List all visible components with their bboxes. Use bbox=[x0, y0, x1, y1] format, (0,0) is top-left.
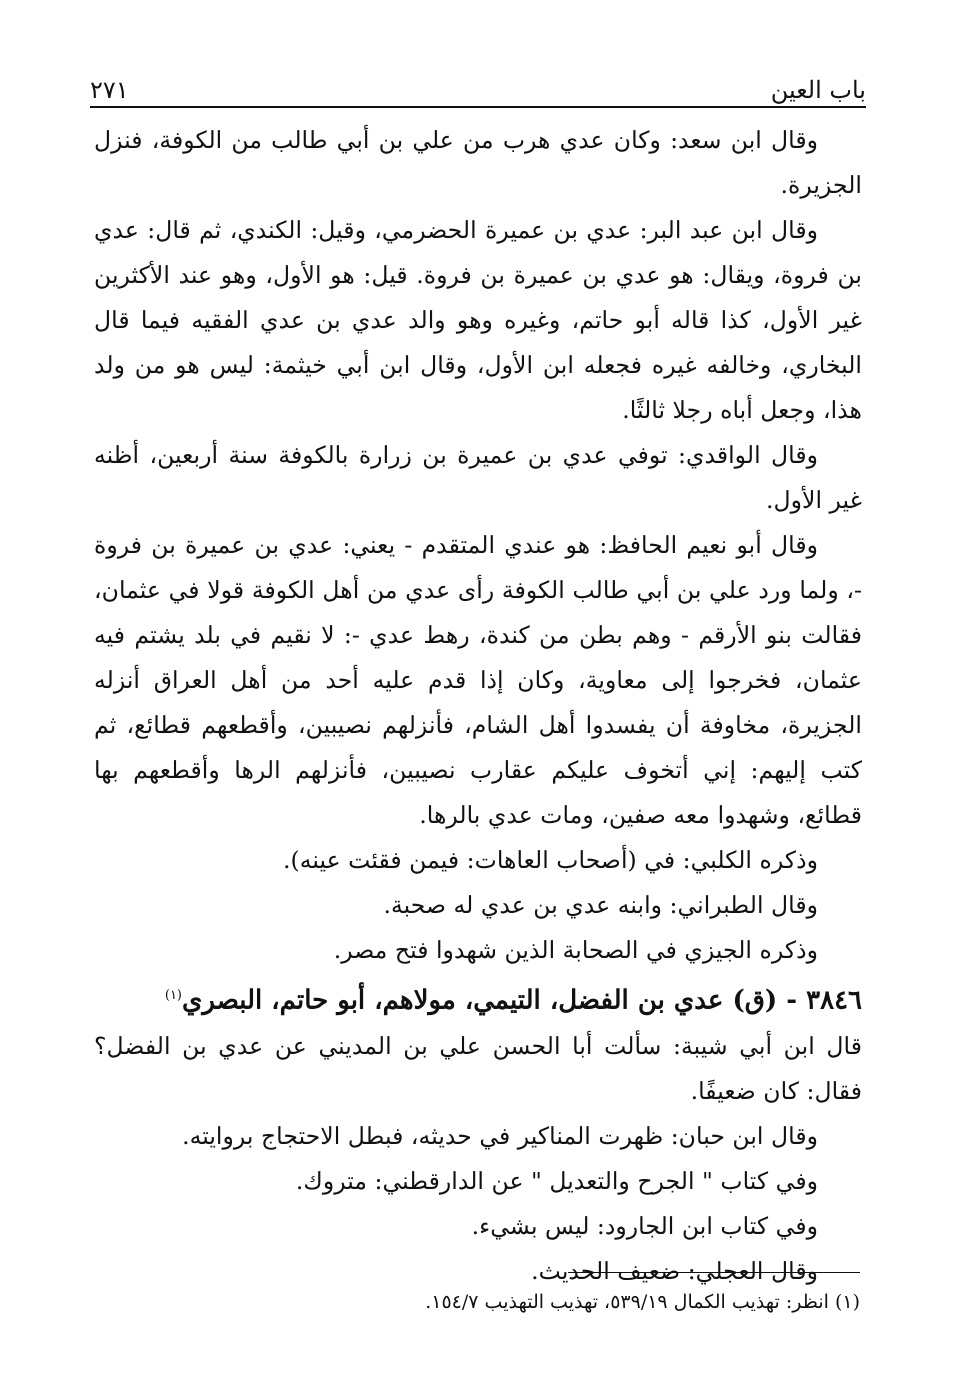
paragraph: وذكره الكلبي: في (أصحاب العاهات: فيمن فقئت عينه). bbox=[283, 846, 818, 874]
paragraph: وفي كتاب " الجرح والتعديل " عن الدارقطني: متروك. bbox=[295, 1166, 818, 1195]
chapter-title: باب العين bbox=[770, 76, 866, 104]
entry-heading-text: ٣٨٤٦ - (ق) عدي بن الفضل، التيمي، مولاهم، أبو حاتم، البصري bbox=[182, 985, 862, 1016]
page-number: ٢٧١ bbox=[90, 76, 129, 104]
paragraph: وقال العجلي: ضعيف الحديث. bbox=[531, 1256, 818, 1285]
paragraph: وقال الواقدي: توفي عدي بن عميرة بن زرارة بالكوفة سنة أربعين، أظنه غير الأول. bbox=[94, 441, 862, 514]
paragraph: وقال ابن حبان: ظهرت المناكير في حديثه، فبطل الاحتجاج بروايته. bbox=[182, 1121, 818, 1150]
paragraph: وقال ابن عبد البر: عدي بن عميرة الحضرمي، وقيل: الكندي، ثم قال: عدي بن فروة، ويقال: هو عدي بن عميرة بن فروة. قيل: هو الأول، وهو عند الأكثرين غير الأول، كذا قاله أبو حاتم، وغيره وهو والد عدي بن عدي الفقيه فيما قال البخاري، وخالفه غيره فجعله ابن الأول، وقال ابن أبي خيثمة: ليس هو من ولد هذا، وجعل أباه رجلا ثالثًا. bbox=[94, 216, 862, 424]
running-header bbox=[90, 66, 866, 104]
paragraph: وقال الطبراني: وابنه عدي بن عدي له صحبة. bbox=[383, 891, 818, 919]
paragraph: وفي كتاب ابن الجارود: ليس بشيء. bbox=[471, 1211, 818, 1240]
paragraph: قال ابن أبي شيبة: سألت أبا الحسن علي بن المديني عن عدي بن الفضل؟ فقال: كان ضعيفًا. bbox=[94, 1031, 862, 1105]
paragraph: وقال ابن سعد: وكان عدي هرب من علي بن أبي طالب من الكوفة، فنزل الجزيرة. bbox=[94, 126, 862, 199]
header-rule bbox=[90, 106, 866, 108]
footnote-rule bbox=[568, 1272, 860, 1273]
page-body bbox=[94, 118, 862, 1294]
footnote: (١) انظر: تهذيب الكمال ٥٣٩/١٩، تهذيب التهذيب ١٥٤/٧. bbox=[425, 1291, 860, 1313]
footnote-reference: (١) bbox=[164, 988, 182, 1003]
paragraph: وقال أبو نعيم الحافظ: هو عندي المتقدم - يعني: عدي بن عميرة بن فروة -، ولما ورد علي بن أبي طالب الكوفة رأى عدي من أهل الكوفة قولا في عثمان، فقالت بنو الأرقم - وهم بطن من كندة، رهط عدي -: لا نقيم في بلد يشتم فيه عثمان، فخرجوا إلى معاوية، وكان إذا قدم عليه أحد من أهل العراق أنزله الجزيرة، مخاوفة أن يفسدوا أهل الشام، فأنزلهم نصيبين، وأقطعهم قطائع، ثم كتب إليهم: إني أتخوف عليكم عقارب نصيبين، فأنزلهم الرها وأقطعهم بها قطائع، وشهدوا معه صفين، ومات عدي بالرها. bbox=[94, 531, 862, 829]
entry-heading bbox=[94, 973, 862, 1024]
paragraph: وذكره الجيزي في الصحابة الذين شهدوا فتح مصر. bbox=[333, 936, 818, 964]
